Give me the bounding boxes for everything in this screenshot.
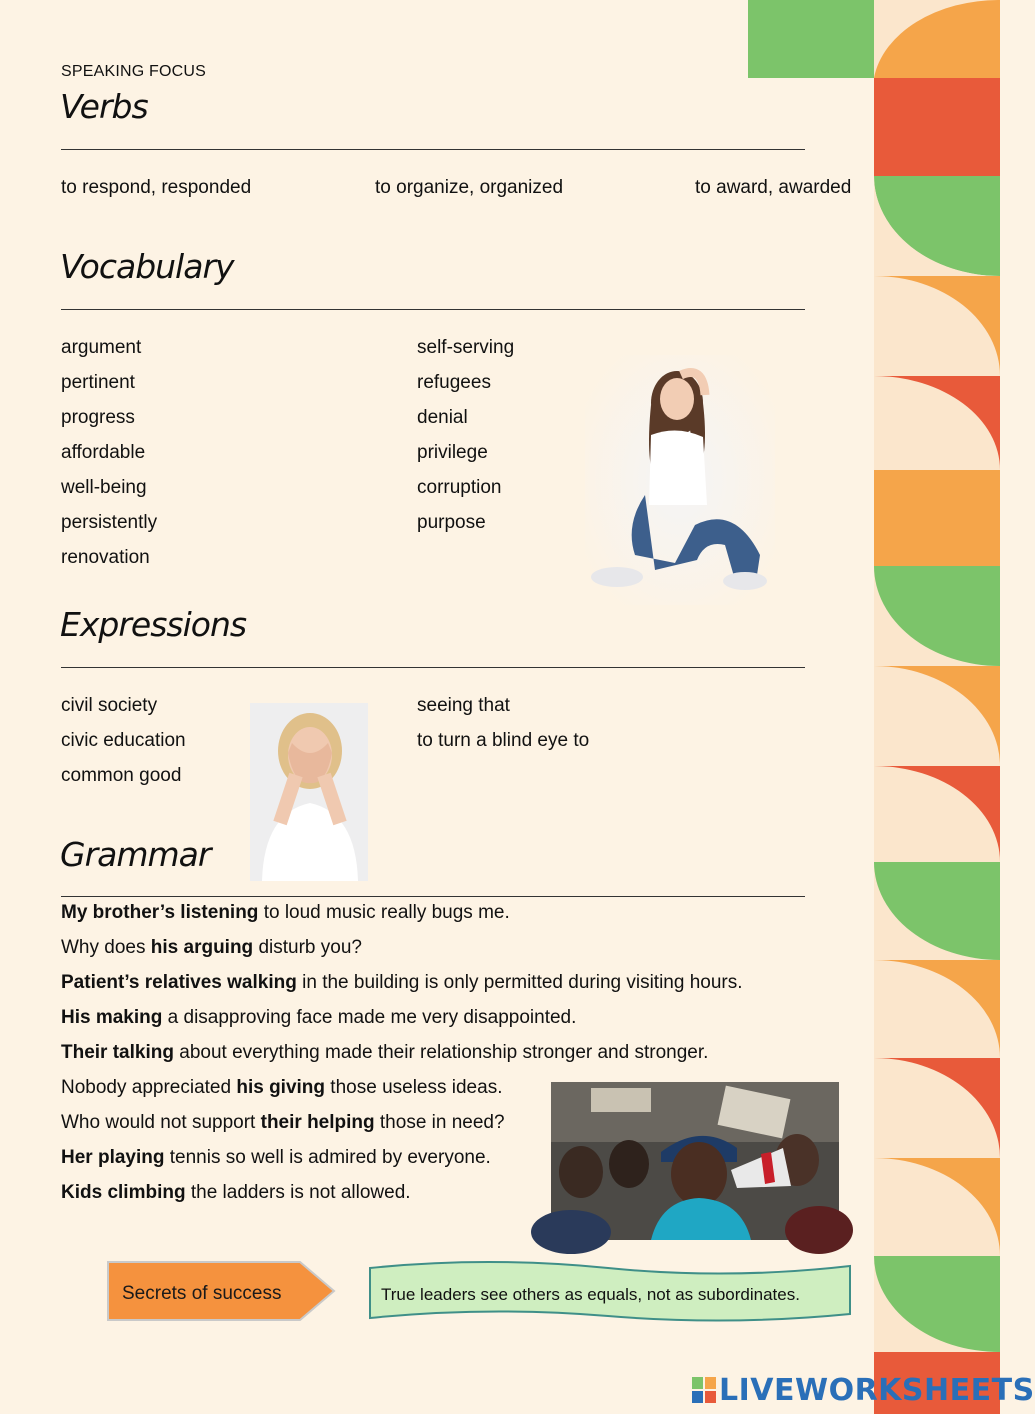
quote-banner-label: True leaders see others as equals, not as subordinates.: [381, 1285, 800, 1304]
protest-megaphone-photo: [551, 1082, 839, 1240]
grammar-sentence: Nobody appreciated his giving those useless ideas.: [61, 1077, 503, 1098]
grammar-sentence: Who would not support their helping those in need?: [61, 1112, 505, 1133]
grammar-heading: Grammar: [60, 835, 211, 874]
grammar-sentence: My brother’s listening to loud music really bugs me.: [61, 902, 510, 923]
grammar-sentence: Why does his arguing disturb you?: [61, 937, 362, 958]
vocab-item: argument: [61, 337, 142, 358]
vocab-item: renovation: [61, 547, 150, 568]
grammar-sentence: Patient’s relatives walking in the building is only permitted during visiting hours.: [61, 972, 743, 993]
vocab-item: progress: [61, 407, 135, 428]
vocab-item: well-being: [61, 477, 147, 498]
grammar-sentence: Their talking about everything made their relationship stronger and stronger.: [61, 1042, 709, 1063]
expressions-heading: Expressions: [60, 605, 247, 644]
vocab-item: pertinent: [61, 372, 135, 393]
vocab-item: persistently: [61, 512, 158, 533]
vocabulary-divider: [61, 309, 805, 310]
secrets-of-success-label: Secrets of success: [122, 1283, 282, 1304]
verb-item: to respond, responded: [61, 177, 252, 198]
vocab-item: purpose: [417, 512, 486, 533]
expression-item: seeing that: [417, 695, 510, 716]
verb-item: to organize, organized: [375, 177, 564, 198]
expression-item: to turn a blind eye to: [417, 730, 590, 751]
verbs-heading: Verbs: [60, 87, 148, 126]
vocab-item: corruption: [417, 477, 502, 498]
speaking-focus-kicker: SPEAKING FOCUS: [61, 63, 207, 80]
expressions-divider: [61, 667, 805, 668]
grammar-sentence: Kids climbing the ladders is not allowed.: [61, 1182, 411, 1203]
vocab-item: denial: [417, 407, 468, 428]
expression-item: common good: [61, 765, 182, 786]
vocab-item: self-serving: [417, 337, 515, 358]
brand-text: LIVEWORKSHEETS: [719, 1372, 1035, 1408]
vocab-item: affordable: [61, 442, 146, 463]
liveworksheets-logo-icon: [692, 1377, 716, 1403]
vocab-item: privilege: [417, 442, 488, 463]
liveworksheets-brand[interactable]: [692, 1372, 1035, 1408]
verb-item: to award, awarded: [695, 177, 852, 198]
decorative-top-shape: [748, 0, 874, 78]
vocab-item: refugees: [417, 372, 491, 393]
grammar-sentence: Her playing tennis so well is admired by everyone.: [61, 1147, 491, 1168]
expression-item: civic education: [61, 730, 186, 751]
verbs-divider: [61, 149, 805, 150]
covering-face-woman-photo: [250, 703, 368, 881]
grammar-divider: [61, 896, 805, 897]
decorative-side-strip: [874, 0, 1000, 1414]
grammar-sentence: His making a disapproving face made me very disappointed.: [61, 1007, 577, 1028]
expression-item: civil society: [61, 695, 158, 716]
vocabulary-heading: Vocabulary: [60, 247, 234, 286]
sitting-girl-photo: [585, 355, 775, 605]
